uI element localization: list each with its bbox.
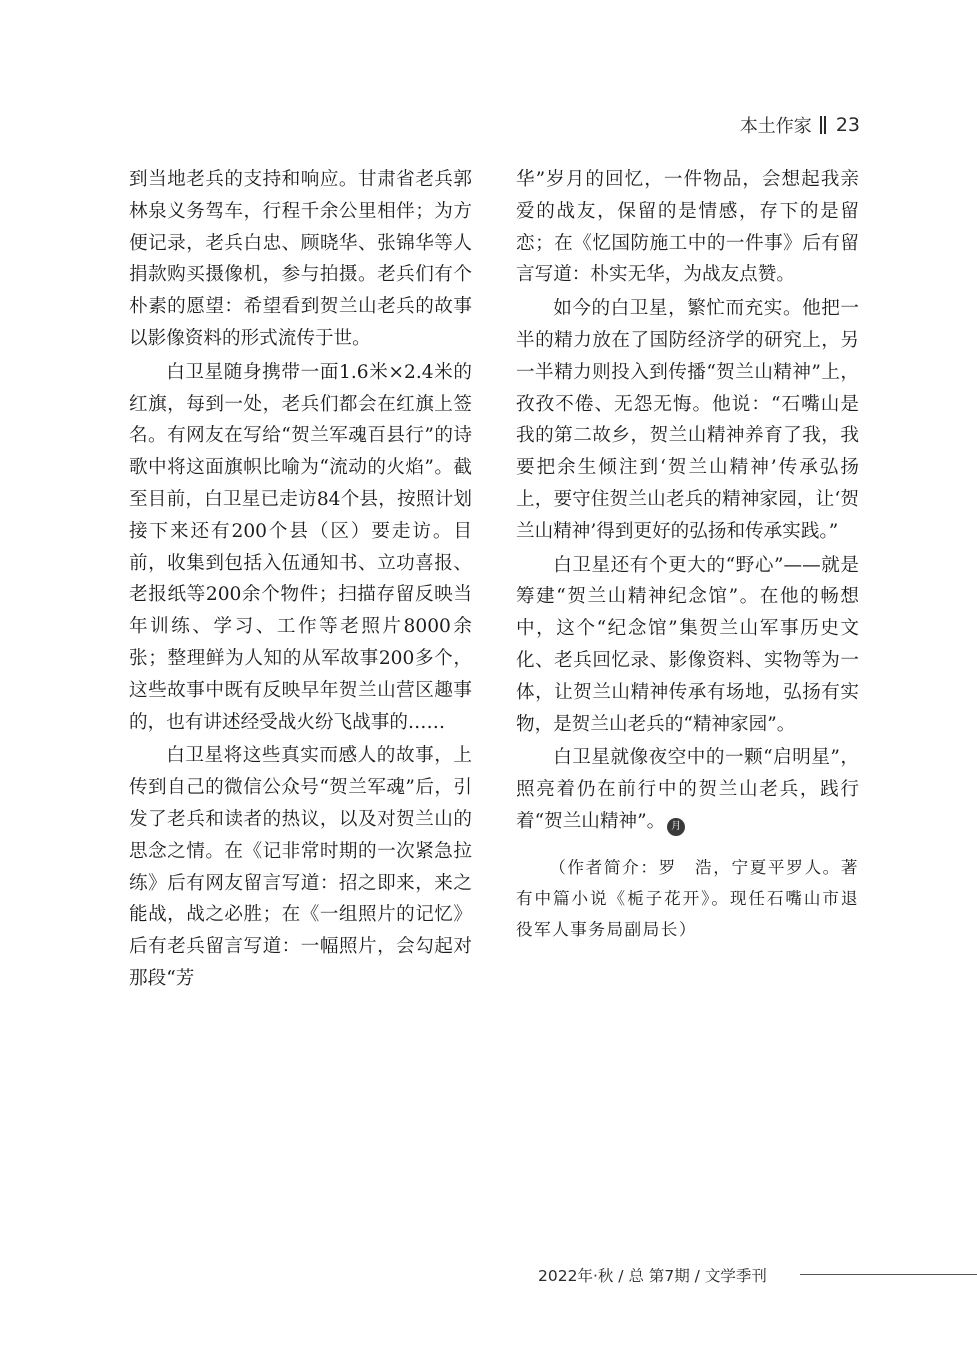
paragraph: 如今的白卫星，繁忙而充实。他把一半的精力放在了国防经济学的研究上，另一半精力则投入到传播“贺兰山精神”上，孜孜不倦、无怨无悔。他说：“石嘴山是我的第二故乡，贺兰山精神养育了我，我要把余生倾注到‘贺兰山精神’传承弘扬上，要守住贺兰山老兵的精神家园，让‘贺兰山精神’得到更好的弘扬和传承实践。”: [516, 298, 859, 542]
running-header: [740, 112, 860, 138]
section-title: 本土作家: [739, 116, 812, 137]
paragraph: 白卫星还有个更大的“野心”——就是筹建“贺兰山精神纪念馆”。在他的畅想中，这个“纪念馆”集贺兰山军事历史文化、老兵回忆录、影像资料、实物等为一体，让贺兰山精神传承有场地，弘扬有实物，是贺兰山老兵的“精神家园”。: [516, 554, 859, 735]
page-footer: [538, 1264, 767, 1286]
paragraph: [516, 742, 859, 837]
left-column: [129, 164, 472, 997]
paragraph: 白卫星随身携带一面1.6米×2.4米的红旗，每到一处，老兵们都会在红旗上签名。有网友在写给“贺兰军魂百县行”的诗歌中将这面旗帜比喻为“流动的火焰”。截至目前，白卫星已走访84个县，按照计划接下来还有200个县（区）要走访。目前，收集到包括入伍通知书、立功喜报、老报纸等200余个物件；扫描存留反映当年训练、学习、工作等老照片8000余张；整理鲜为人知的从军故事200多个，这些故事中既有反映早年贺兰山营区趣事的，也有讲述经受战火纷飞战事的……: [129, 361, 472, 733]
paragraph-text: 白卫星就像夜空中的一颗“启明星”，照亮着仍在前行中的贺兰山老兵，践行着“贺兰山精神”。: [516, 747, 859, 832]
author-bio: （作者简介：罗 浩，宁夏平罗人。著有中篇小说《栀子花开》。现任石嘴山市退役军人事务局副局长）: [516, 858, 859, 939]
footer-rule: [800, 1274, 977, 1275]
header-divider: [820, 116, 826, 134]
issue-info: 2022年·秋 / 总 第7期 / 文学季刊: [538, 1267, 767, 1285]
paragraph: 华”岁月的回忆，一件物品，会想起我亲爱的战友，保留的是情感，存下的是留恋；在《忆国防施工中的一件事》后有留言写道：朴实无华，为战友点赞。: [516, 169, 859, 286]
paragraph: 白卫星将这些真实而感人的故事，上传到自己的微信公众号“贺兰军魂”后，引发了老兵和读者的热议，以及对贺兰山的思念之情。在《记非常时期的一次紧急拉练》后有网友留言写道：招之即来，来之能战，战之必胜；在《一组照片的记忆》后有老兵留言写道：一幅照片，会勾起对那段“芳: [129, 745, 472, 989]
right-column: [516, 164, 859, 840]
paragraph: 到当地老兵的支持和响应。甘肃省老兵郭林泉义务驾车，行程千余公里相伴；为方便记录，老兵白忠、顾晓华、张锦华等人捐款购买摄像机，参与拍摄。老兵们有个朴素的愿望：希望看到贺兰山老兵的故事以影像资料的形式流传于世。: [129, 169, 472, 349]
end-of-article-mark-icon: 月: [667, 818, 685, 836]
page-number: 23: [835, 114, 860, 136]
